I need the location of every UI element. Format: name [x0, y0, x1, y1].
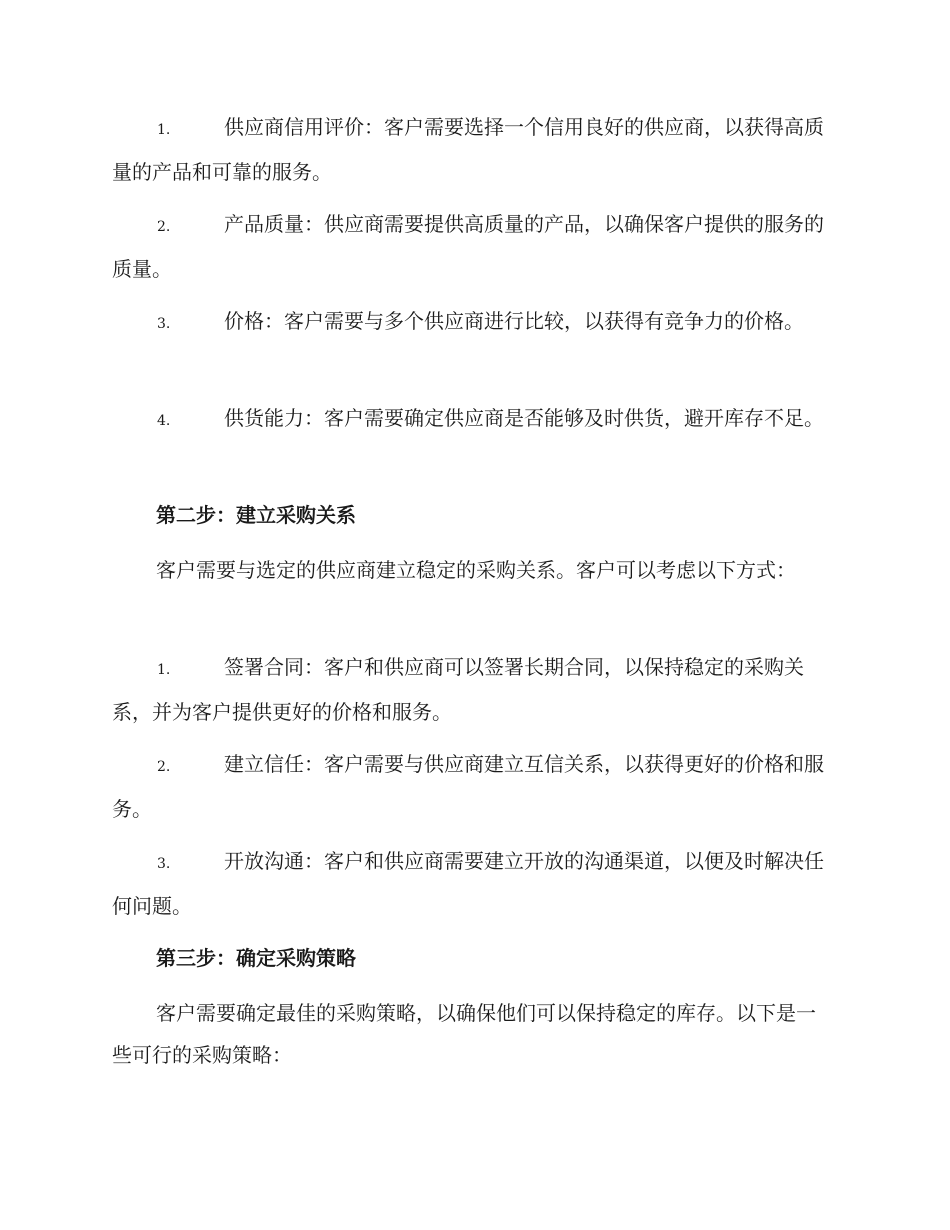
- list-item: [112, 203, 834, 290]
- list-item-text: 供应商信用评价：客户需要选择一个信用良好的供应商，以获得高质量的产品和可靠的服务。: [112, 115, 824, 184]
- list-item-number: 2.: [157, 219, 171, 235]
- list-item-text: 供货能力：客户需要确定供应商是否能够及时供货，避开库存不足。: [224, 406, 824, 430]
- section-heading: 第二步：建立采购关系: [156, 503, 356, 527]
- list-item: [112, 300, 834, 345]
- list-item: [112, 106, 834, 193]
- list-item: [112, 743, 834, 830]
- list-item-number: 2.: [157, 759, 171, 775]
- section-intro: 客户需要确定最佳的采购策略，以确保他们可以保持稳定的库存。以下是一些可行的采购策略：: [112, 1001, 816, 1067]
- list-item-number: 3.: [157, 316, 171, 332]
- section-heading: 第三步：确定采购策略: [156, 946, 356, 970]
- list-item: [112, 646, 834, 733]
- list-item: [112, 840, 834, 927]
- list-item: [112, 397, 834, 442]
- list-item-text: 产品质量：供应商需要提供高质量的产品，以确保客户提供的服务的质量。: [112, 212, 824, 281]
- section-intro: 客户需要与选定的供应商建立稳定的采购关系。客户可以考虑以下方式：: [156, 558, 796, 582]
- list-item-text: 签署合同：客户和供应商可以签署长期合同，以保持稳定的采购关系，并为客户提供更好的价格和服务。: [112, 655, 804, 724]
- list-item-text: 开放沟通：客户和供应商需要建立开放的沟通渠道，以便及时解决任何问题。: [112, 849, 824, 918]
- list-item-number: 4.: [157, 413, 171, 429]
- list-item-text: 建立信任：客户需要与供应商建立互信关系，以获得更好的价格和服务。: [112, 752, 824, 821]
- list-item-number: 1.: [157, 122, 171, 138]
- list-item-number: 3.: [157, 856, 171, 872]
- list-item-number: 1.: [157, 662, 171, 678]
- list-item-text: 价格：客户需要与多个供应商进行比较，以获得有竞争力的价格。: [224, 309, 804, 333]
